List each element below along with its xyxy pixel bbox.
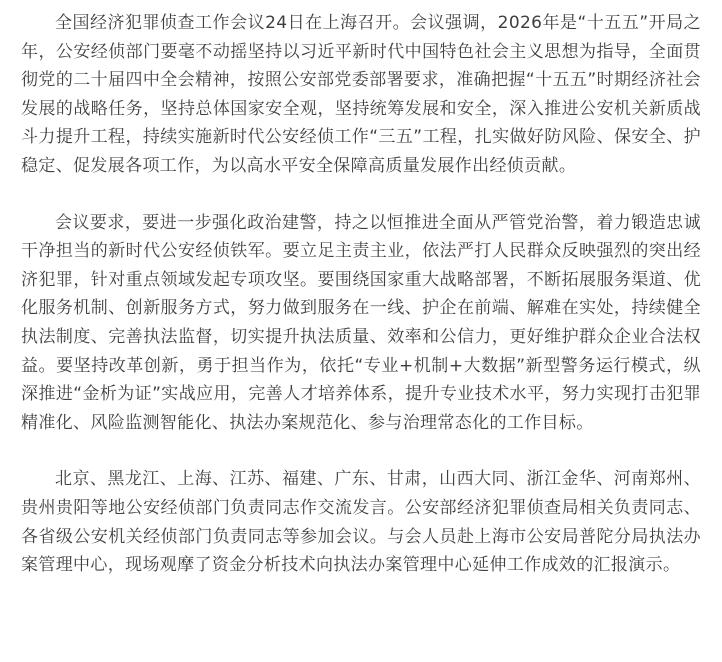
article-body xyxy=(21,0,701,580)
paragraph-conference-opening: 全国经济犯罪侦查工作会议24日在上海召开。会议强调，2026年是“十五五”开局之年，公安经侦部门要毫不动摇坚持以习近平新时代中国特色社会主义思想为指导，全面贯彻党的二十届四中全会精神，按照公安部党委部署要求，准确把握“十五五”时期经济社会发展的战略任务，坚持总体国家安全观，坚持统筹发展和安全，深入推进公安机关新质战斗力提升工程，持续实施新时代公安经侦工作“三五”工程，扎实做好防风险、保安全、护稳定、促发展各项工作，为以高水平安全保障高质量发展作出经侦贡献。 xyxy=(21,13,701,176)
paragraph-attendees: 北京、黑龙江、上海、江苏、福建、广东、甘肃，山西大同、浙江金华、河南郑州、贵州贵阳等地公安经侦部门负责同志作交流发言。公安部经济犯罪侦查局相关负责同志、各省级公安机关经侦部门负责同志等参加会议。与会人员赴上海市公安局普陀分局执法办案管理中心，现场观摩了资金分析技术向执法办案管理中心延伸工作成效的汇报演示。 xyxy=(21,469,701,576)
paragraph-conference-requirements: 会议要求，要进一步强化政治建警，持之以恒推进全面从严管党治警，着力锻造忠诚干净担当的新时代公安经侦铁军。要立足主责主业，依法严打人民群众反映强烈的突出经济犯罪，针对重点领域发起专项攻坚。要围绕国家重大战略部署，不断拓展服务渠道、优化服务机制、创新服务方式，努力做到服务在一线、护企在前端、解难在实处，持续健全执法制度、完善执法监督，切实提升执法质量、效率和公信力，更好维护群众企业合法权益。要坚持改革创新，勇于担当作为，依托“专业+机制+大数据”新型警务运行模式，纵深推进“金析为证”实战应用，完善人才培养体系，提升专业技术水平，努力实现打击犯罪精准化、风险监测智能化、执法办案规范化、参与治理常态化的工作目标。 xyxy=(21,212,701,433)
